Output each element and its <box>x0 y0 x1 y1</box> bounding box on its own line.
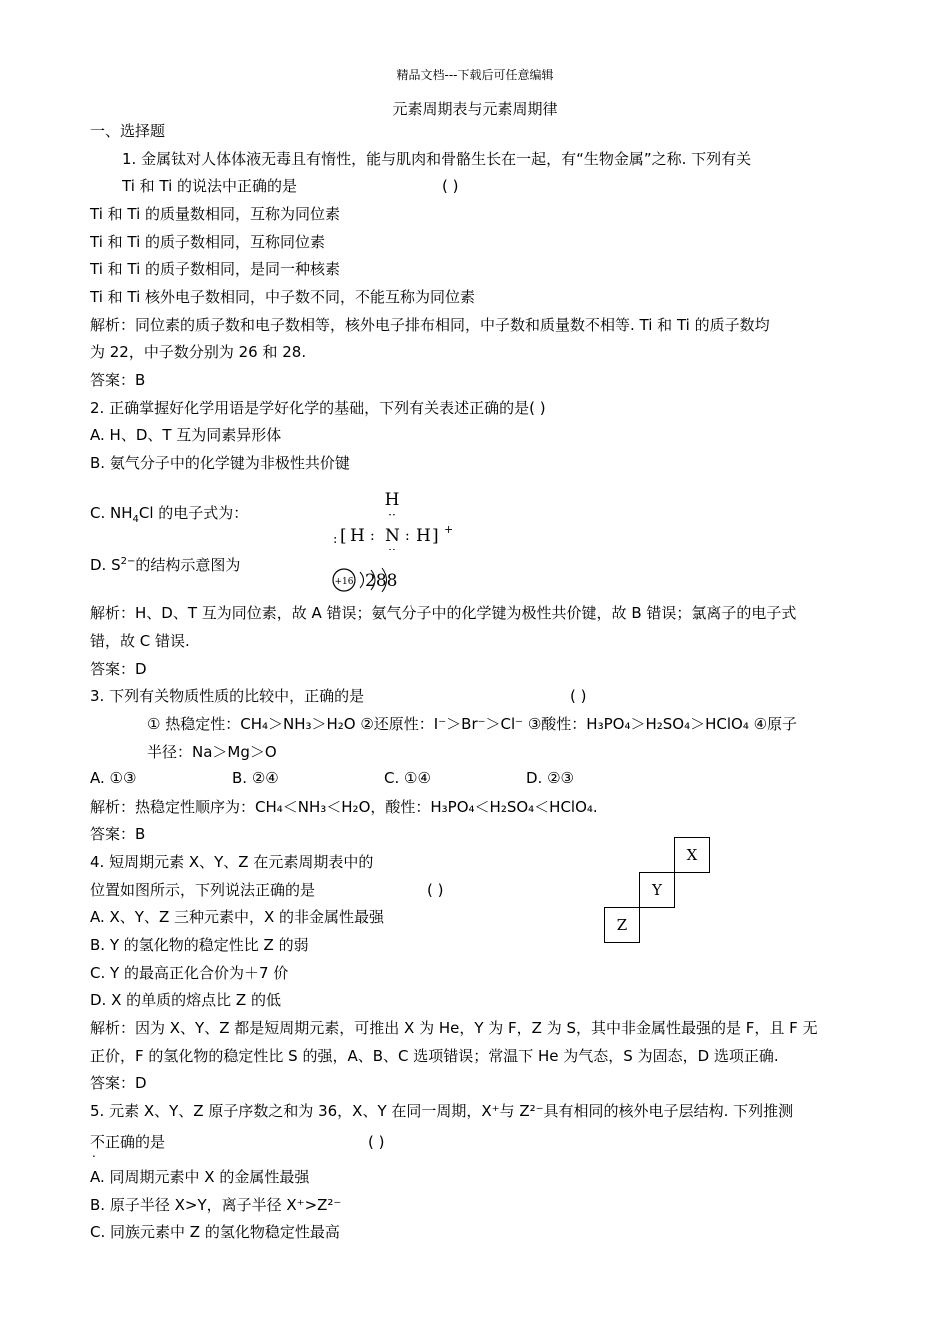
q4-option-c: C. Y 的最高正化合价为＋7 价 <box>90 964 289 982</box>
q5-stem-rest: 正确的是 <box>105 1133 166 1151</box>
q3-items-line2: 半径：Na＞Mg＞O <box>147 743 277 761</box>
q1-option-b: Ti 和 Ti 的质子数相同，互称同位素 <box>90 233 326 251</box>
q4-option-b: B. Y 的氢化物的稳定性比 Z 的弱 <box>90 936 309 954</box>
formula-dots-top: ·· <box>388 508 396 522</box>
q1-answer: 答案：B <box>90 371 146 389</box>
q3-stem: 3. 下列有关物质性质的比较中，正确的是 <box>90 687 365 705</box>
page-header: 精品文档---下载后可任意编辑 <box>396 68 554 82</box>
q1-stem-line2: Ti 和 Ti 的说法中正确的是 <box>122 177 298 195</box>
formula-colon-left: : <box>333 532 338 547</box>
formula-h-left: H <box>350 526 365 546</box>
q3-analysis: 解析：热稳定性顺序为：CH₄＜NH₃＜H₂O，酸性：H₃PO₄＜H₂SO₄＜HClO₄. <box>90 798 598 816</box>
nucleus-charge: +16 <box>334 577 354 587</box>
s2-structure-diagram <box>330 564 410 598</box>
q5-emphasis-word: 不 <box>90 1133 106 1151</box>
q2-option-a: A. H、D、T 互为同素异形体 <box>90 426 282 444</box>
q4-option-a: A. X、Y、Z 三种元素中，X 的非金属性最强 <box>90 908 385 926</box>
q2-option-d <box>90 552 240 575</box>
q4-analysis-line2: 正价，F 的氢化物的稳定性比 S 的强，A、B、C 选项错误；常温下 He 为气态，S 为固态，D 选项正确. <box>90 1047 779 1065</box>
periodic-cell-z: Z <box>604 907 640 943</box>
electron-formula <box>320 488 470 550</box>
q4-stem-line1: 4. 短周期元素 X、Y、Z 在元素周期表中的 <box>90 853 374 871</box>
q3-answer: 答案：B <box>90 825 146 843</box>
q3-option-c: C. ①④ <box>384 769 431 787</box>
q2-option-c-sub: 4 <box>132 514 139 525</box>
q1-answer-paren: ( ) <box>442 177 459 195</box>
formula-charge: + <box>444 523 454 536</box>
q5-answer-paren: ( ) <box>368 1133 385 1151</box>
page-title: 元素周期表与元素周期律 <box>392 100 558 118</box>
q1-option-d: Ti 和 Ti 核外电子数相同，中子数不同，不能互称为同位素 <box>90 288 476 306</box>
q1-analysis-line1: 解析：同位素的质子数和电子数相等，核外电子排布相同，中子数和质量数不相等. Ti 和 Ti 的质子数均 <box>90 316 770 334</box>
q1-option-a: Ti 和 Ti 的质量数相同，互称为同位素 <box>90 205 341 223</box>
q2-option-d-post: 的结构示意图为 <box>135 556 241 574</box>
formula-colon-2: : <box>405 528 410 544</box>
formula-bracket-close: ] <box>432 526 439 546</box>
q3-option-d: D. ②③ <box>526 769 574 787</box>
section-heading: 一、选择题 <box>90 122 166 140</box>
q1-analysis-line2: 为 22，中子数分别为 26 和 28. <box>90 343 307 361</box>
formula-dots-bottom: ·· <box>388 543 396 550</box>
shell-electrons: 288 <box>365 571 398 591</box>
q2-option-d-sup: 2− <box>120 556 136 567</box>
q4-analysis-line1: 解析：因为 X、Y、Z 都是短周期元素，可推出 X 为 He，Y 为 F，Z 为 S，其中非金属性最强的是 F，且 F 无 <box>90 1019 818 1037</box>
periodic-cell-y: Y <box>639 872 675 908</box>
q2-option-b: B. 氨气分子中的化学键为非极性共价键 <box>90 454 350 472</box>
q2-option-c-post: Cl 的电子式为： <box>138 504 249 522</box>
q2-option-c-pre: C. NH <box>90 504 133 522</box>
q2-option-d-pre: D. S <box>90 556 121 574</box>
q5-option-b: B. 原子半径 X>Y，离子半径 X⁺>Z²⁻ <box>90 1196 342 1214</box>
q4-answer: 答案：D <box>90 1074 147 1092</box>
shell-arc-1 <box>360 572 364 588</box>
q5-stem-line2 <box>90 1132 165 1152</box>
q2-analysis-line2: 错，故 C 错误. <box>90 632 190 650</box>
formula-h-top: H <box>384 490 400 510</box>
formula-n: N <box>385 526 400 546</box>
q4-answer-paren: ( ) <box>427 881 444 899</box>
q4-option-d: D. X 的单质的熔点比 Z 的低 <box>90 991 281 1009</box>
q2-stem: 2. 正确掌握好化学用语是学好化学的基础，下列有关表述正确的是( ) <box>90 399 546 417</box>
q3-items-line1: ① 热稳定性：CH₄＞NH₃＞H₂O ②还原性：I⁻＞Br⁻＞Cl⁻ ③酸性：H₃PO₄＞H₂SO₄＞HClO₄ ④原子 <box>147 715 798 733</box>
q2-answer: 答案：D <box>90 660 147 678</box>
periodic-cell-x: X <box>674 837 710 873</box>
q1-option-c: Ti 和 Ti 的质子数相同，是同一种核素 <box>90 260 341 278</box>
q3-option-b: B. ②④ <box>232 769 279 787</box>
q2-analysis-line1: 解析：H、D、T 互为同位素，故 A 错误；氨气分子中的化学键为极性共价键，故 B 错误；氯离子的电子式 <box>90 604 797 622</box>
formula-colon-1: : <box>370 528 375 544</box>
q2-option-c <box>90 503 248 530</box>
formula-bracket-open: [ <box>340 526 347 546</box>
formula-h-right: H <box>416 526 431 546</box>
q5-option-a: A. 同周期元素中 X 的金属性最强 <box>90 1168 310 1186</box>
q1-stem-line1: 1. 金属钛对人体体液无毒且有惰性，能与肌肉和骨骼生长在一起，有“生物金属”之称. 下列有关 <box>122 150 752 168</box>
q4-stem-line2: 位置如图所示，下列说法正确的是 <box>90 881 316 899</box>
q5-stem-line1: 5. 元素 X、Y、Z 原子序数之和为 36，X、Y 在同一周期，X⁺与 Z²⁻具有相同的核外电子层结构. 下列推测 <box>90 1102 794 1120</box>
q3-option-a: A. ①③ <box>90 769 137 787</box>
q3-answer-paren: ( ) <box>570 687 587 705</box>
q5-option-c: C. 同族元素中 Z 的氢化物稳定性最高 <box>90 1223 340 1241</box>
